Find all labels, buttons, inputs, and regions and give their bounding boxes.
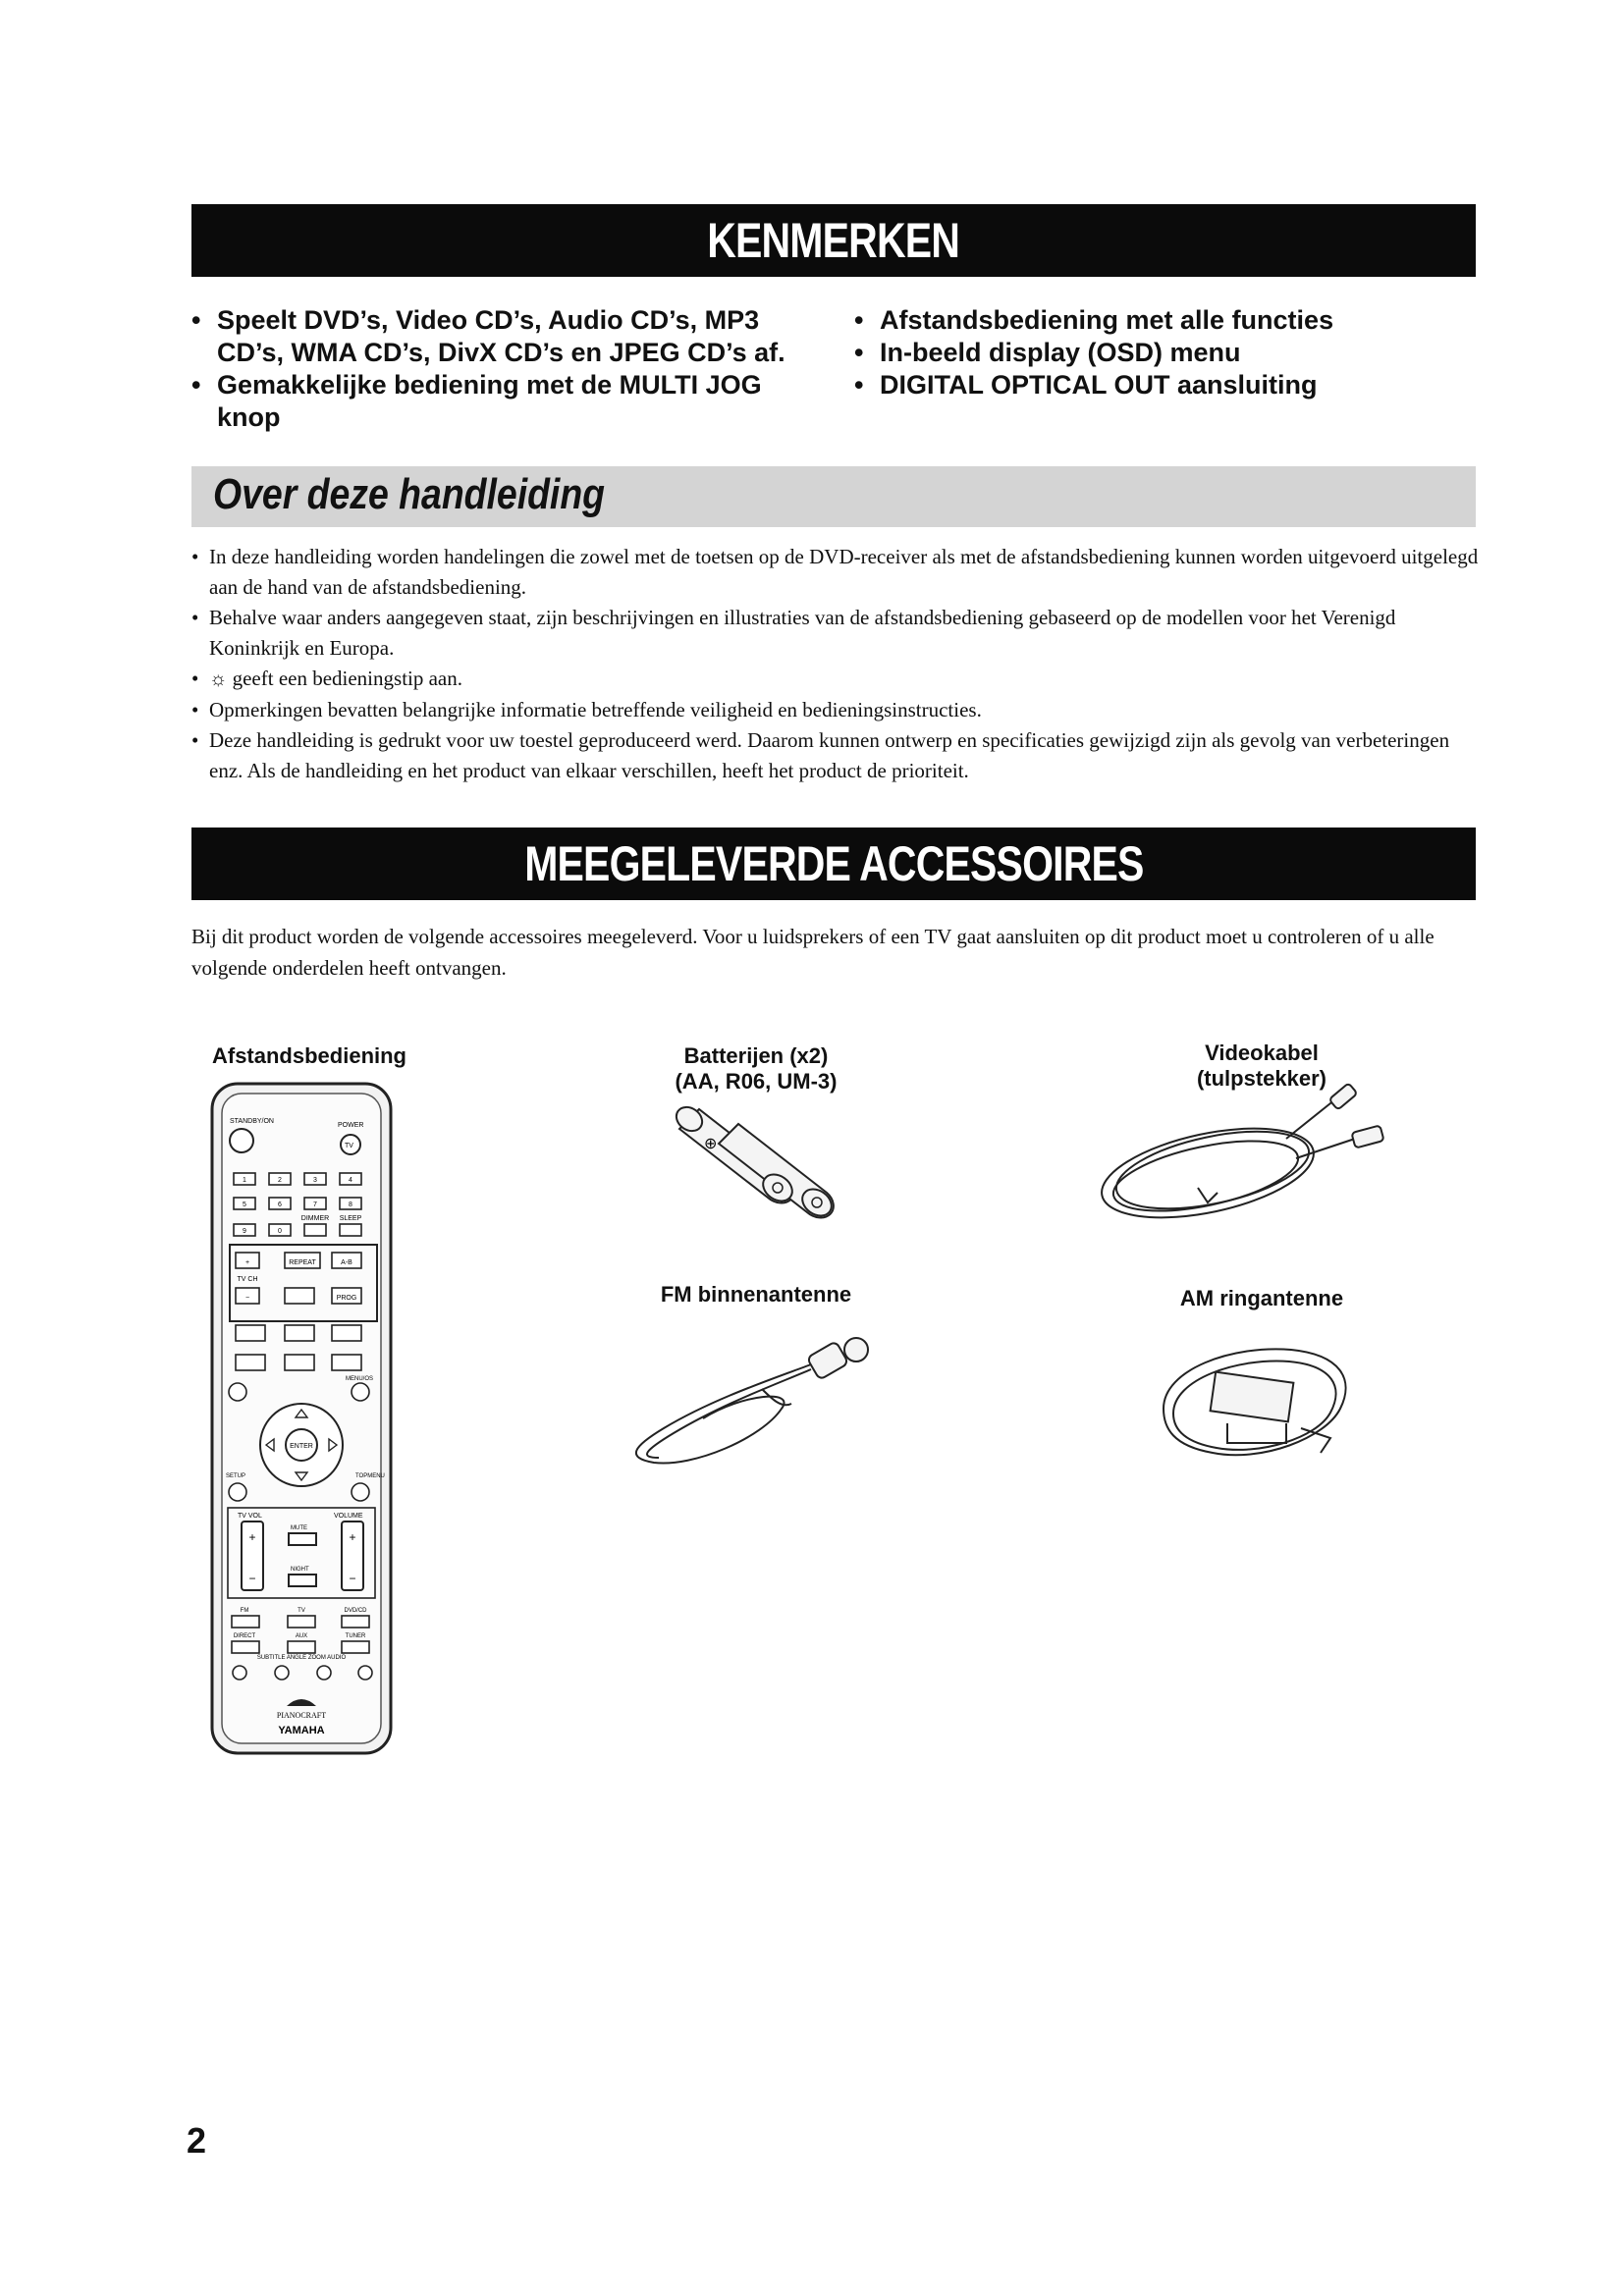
- batteries-caption-line1: Batterijen (x2): [683, 1043, 829, 1068]
- svg-text:−: −: [349, 1572, 356, 1585]
- features-left-list: [191, 304, 820, 434]
- menu-label: MENU/OS: [346, 1376, 374, 1382]
- kenmerken-heading: KENMERKEN: [191, 204, 1476, 277]
- volume-label: VOLUME: [334, 1513, 363, 1520]
- digit-label: 8: [349, 1201, 352, 1208]
- remote-small-button[interactable]: [285, 1355, 314, 1370]
- sleep-label: SLEEP: [339, 1215, 362, 1222]
- accessoires-intro: Bij dit product worden de volgende accessoires meegeleverd. Voor u luidsprekers of een TV gaat aansluiten op dit product moet u controleren of u alle volgende onderdelen heeft ontvangen.: [191, 925, 1435, 980]
- features-right-list: [854, 304, 1483, 401]
- svg-text:−: −: [248, 1572, 256, 1585]
- handleiding-item: • In deze handleiding worden handelingen die zowel met de toetsen op de DVD-receiver als met de afstandsbediening kunnen worden uitgevoerd uitgelegd aan de hand van de afstandsbediening.: [191, 542, 1480, 603]
- handleiding-item: • Behalve waar anders aangegeven staat, zijn beschrijvingen en illustraties van de afstandsbediening gebaseerd op de modellen voor het Verenigd Koninkrijk en Europa.: [191, 603, 1480, 664]
- svg-text:−: −: [244, 1295, 250, 1302]
- setup-label: SETUP: [226, 1473, 246, 1479]
- remote-small-button[interactable]: [285, 1325, 314, 1341]
- subtitle-button[interactable]: [233, 1666, 246, 1680]
- night-button[interactable]: [289, 1575, 316, 1586]
- direct-label: DIRECT: [233, 1633, 256, 1639]
- am-antenna-illustration: [1144, 1330, 1370, 1477]
- svg-text:+: +: [349, 1530, 356, 1544]
- dvdcd-label: DVD/CD: [344, 1608, 367, 1614]
- tv-label: TV: [298, 1608, 305, 1614]
- setup-circle-button[interactable]: [229, 1483, 246, 1501]
- tuner-button[interactable]: [342, 1641, 369, 1653]
- sleep-button[interactable]: [340, 1224, 361, 1236]
- setup-button[interactable]: [229, 1383, 246, 1401]
- aux-button[interactable]: [288, 1641, 315, 1653]
- tvvol-label: TV VOL: [238, 1513, 262, 1520]
- svg-text:+: +: [244, 1259, 250, 1266]
- feature-item: • Gemakkelijke bediening met de MULTI JOG knop: [191, 369, 820, 434]
- handleiding-item: • Deze handleiding is gedrukt voor uw toestel geproduceerd werd. Daarom kunnen ontwerp en specificaties gewijzigd zijn als gevolg van verbeteringen enz. Als de handleiding en het product van elkaar verschillen, heeft het product de prioriteit.: [191, 725, 1480, 786]
- accessoires-heading: MEEGELEVERDE ACCESSOIRES: [191, 828, 1476, 900]
- enter-label: ENTER: [290, 1443, 313, 1450]
- digit-label: 7: [313, 1201, 317, 1208]
- mute-button[interactable]: [289, 1533, 316, 1545]
- standby-button[interactable]: [230, 1129, 253, 1152]
- remote-small-button[interactable]: [236, 1355, 265, 1370]
- svg-text:⊕: ⊕: [704, 1136, 718, 1152]
- repeat-label: REPEAT: [289, 1259, 316, 1266]
- stop-button[interactable]: [285, 1288, 314, 1304]
- batteries-illustration: [660, 1099, 866, 1237]
- direct-button[interactable]: [232, 1641, 259, 1653]
- batteries-caption-line2: (AA, R06, UM-3): [675, 1069, 838, 1094]
- handleiding-heading: Over deze handleiding: [191, 466, 1476, 527]
- remote-small-button[interactable]: [332, 1325, 361, 1341]
- video-cable-illustration: [1090, 1080, 1414, 1247]
- digit-label: 2: [278, 1177, 282, 1184]
- digit-label: 3: [313, 1177, 317, 1184]
- video-cable-caption-line1: Videokabel: [1205, 1041, 1319, 1065]
- feature-item: • Speelt DVD’s, Video CD’s, Audio CD’s, MP3 CD’s, WMA CD’s, DivX CD’s en JPEG CD’s af.: [191, 304, 820, 369]
- dimmer-button[interactable]: [304, 1224, 326, 1236]
- tv-input-button[interactable]: [288, 1616, 315, 1628]
- tip-text: geeft een bedieningstip aan.: [232, 667, 462, 690]
- fm-button[interactable]: [232, 1616, 259, 1628]
- ab-label: A-B: [341, 1259, 352, 1266]
- remote-control-illustration: [208, 1080, 395, 1757]
- night-label: NIGHT: [291, 1567, 309, 1573]
- mute-label: MUTE: [291, 1525, 307, 1531]
- video-cable-caption-line2: (tulpstekker): [1196, 1066, 1327, 1091]
- svg-text:+: +: [248, 1530, 256, 1544]
- topmenu-label: TOPMENU: [355, 1473, 385, 1479]
- remote-standby-label: STANDBY/ON: [230, 1118, 274, 1125]
- handleiding-item: • Opmerkingen bevatten belangrijke informatie betreffende veiligheid en bedieningsinstructies.: [191, 695, 1480, 725]
- bottom-row-label: SUBTITLE ANGLE ZOOM AUDIO: [256, 1655, 347, 1661]
- zoom-button[interactable]: [317, 1666, 331, 1680]
- fm-antenna-illustration: [615, 1310, 909, 1487]
- remote-power-label: POWER: [338, 1122, 364, 1129]
- remote-brand-sub: PIANOCRAFT: [276, 1711, 327, 1720]
- dvdcd-button[interactable]: [342, 1616, 369, 1628]
- handleiding-list: [191, 542, 1480, 786]
- feature-item: • DIGITAL OPTICAL OUT aansluiting: [854, 369, 1483, 401]
- angle-button[interactable]: [275, 1666, 289, 1680]
- digit-label: 0: [278, 1228, 282, 1235]
- tuner-label: TUNER: [345, 1633, 366, 1639]
- remote-small-button[interactable]: [332, 1355, 361, 1370]
- digit-label: 1: [243, 1177, 246, 1184]
- fm-antenna-caption: FM binnenantenne: [660, 1282, 852, 1307]
- digit-label: 6: [278, 1201, 282, 1208]
- fm-label: FM: [240, 1608, 249, 1614]
- digit-label: 4: [349, 1177, 352, 1184]
- feature-item: • In-beeld display (OSD) menu: [854, 337, 1483, 369]
- return-button[interactable]: [352, 1483, 369, 1501]
- tip-icon: ☼: [209, 668, 228, 690]
- prog-label: PROG: [336, 1295, 357, 1302]
- power-tv-label: TV: [345, 1143, 353, 1149]
- digit-label: 9: [243, 1228, 246, 1235]
- remote-small-button[interactable]: [236, 1325, 265, 1341]
- digit-label: 5: [243, 1201, 246, 1208]
- menu-button[interactable]: [352, 1383, 369, 1401]
- batteries-caption: [619, 1043, 893, 1095]
- audio-button[interactable]: [358, 1666, 372, 1680]
- page-number: 2: [187, 2120, 207, 2161]
- aux-label: AUX: [295, 1633, 308, 1639]
- am-antenna-caption: AM ringantenne: [1179, 1286, 1344, 1310]
- feature-item: • Afstandsbediening met alle functies: [854, 304, 1483, 337]
- remote-brand-logo: YAMAHA: [278, 1725, 325, 1736]
- handleiding-item: [191, 664, 1480, 695]
- tvch-label: TV CH: [237, 1276, 258, 1283]
- dimmer-label: DIMMER: [300, 1215, 330, 1222]
- remote-caption: Afstandsbediening: [211, 1043, 406, 1068]
